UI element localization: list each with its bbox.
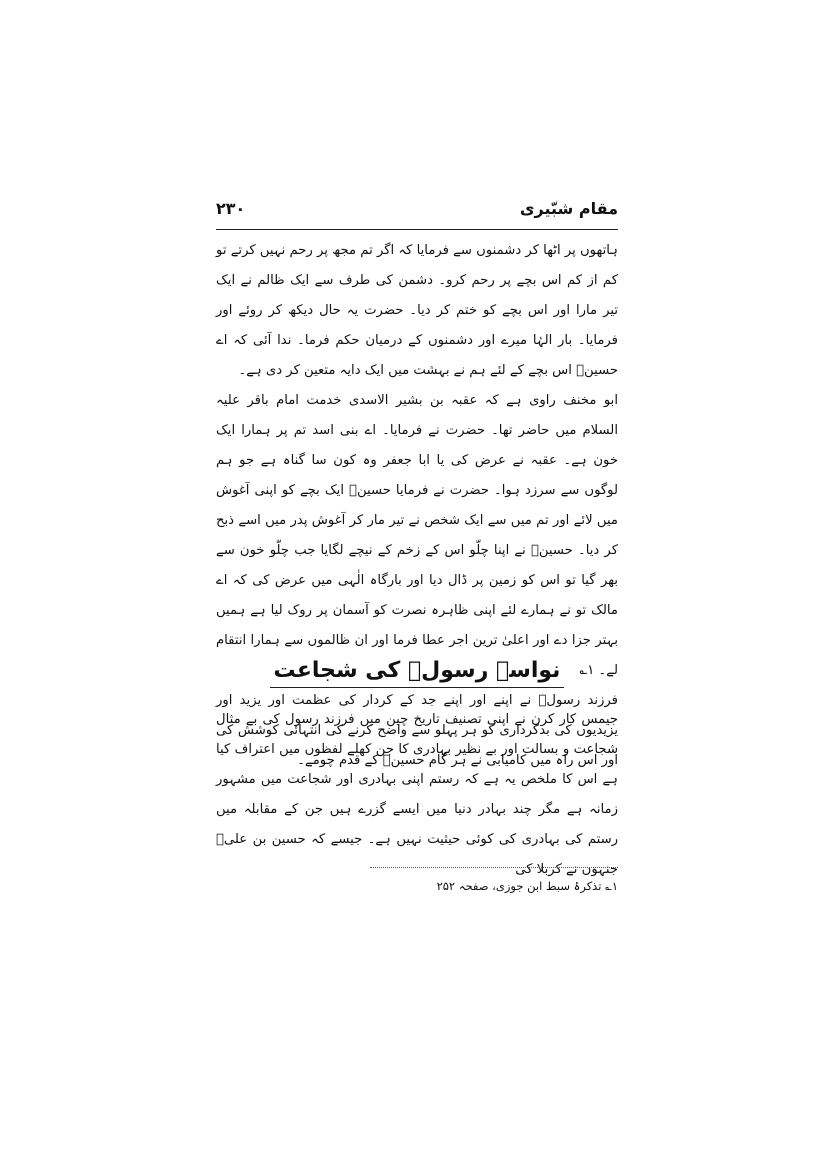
- section-heading-text: نواسۂ رسولؐ کی شجاعت: [270, 658, 565, 688]
- paragraph: ابو مخنف راوی ہے کہ عقبہ بن بشیر الاسدی خدمت امام باقر علیہ السلام میں حاضر تھا۔ حضرت نے فرمایا۔ اے بنی اسد تم پر ہمارا ایک خون ہے۔ عقبہ نے عرض کی یا ابا جعفر وہ کون سا گناہ ہے جو ہم لوگوں سے سرزد ہوا۔ حضرت نے فرمایا حسینؑ ایک بچے کو اپنی آغوش میں لائے اور تم میں سے ایک شخص نے تیر مار کر آغوش پدر میں اسے ذبح کر دیا۔ حسینؑ نے اپنا چلّو اس کے زخم کے نیچے لگایا جب چلّو خون سے بھر گیا تو اس کو زمین پر ڈال دیا اور بارگاہ الٰہی میں عرض کی کہ اے مالک تو نے ہمارے لئے اپنی ظاہرہ نصرت کو آسمان پر روک لیا ہے ہمیں بہتر جزا دے اور اعلیٰ ترین اجر عطا فرما اور ان ظالموں سے ہمارا انتقام لے۔ ۱؎: [216, 393, 618, 678]
- section-heading: [216, 658, 618, 688]
- main-text: [216, 236, 618, 776]
- paragraph: جیمس کار کرن نے اپنی تصنیف تاریخ چین میں فرزند رسول کی بے مثال شجاعت و بسالت اور بے نظیر بہادری کا جن کھلے لفظوں میں اعتراف کیا ہے اس کا ملخص یہ ہے کہ رستم اپنی بہادری اور شجاعت میں مشہور زمانہ ہے مگر چند بہادر دنیا میں ایسے گزرے ہیں جن کے مقابلہ میں رستم کی بہادری کی کوئی حیثیت نہیں ہے۔ جیسے کہ حسین بن علیؑ جنہوں نے کربلا کی: [216, 712, 618, 877]
- paragraph: فرزند رسولؐ نے اپنے اور اپنے جد کے کردار کی عظمت اور یزید اور یزیدیوں کی بدکرداری کو ہر پہلو سے واضح کرنے کی انتہائی کوشش کی اور اس راہ میں کامیابی نے ہر گام حسینؑ کے قدم چومے۔: [216, 693, 618, 768]
- running-title: مقام شبّیری: [519, 199, 618, 218]
- header-divider: [216, 229, 618, 230]
- page-number: ۲۳۰: [216, 199, 246, 218]
- section-text: [216, 705, 618, 885]
- footnote-divider: [370, 867, 618, 868]
- footnote: ۱؎ تذکرۂ سبط ابن جوزی، صفحہ ۲۵۲: [436, 879, 618, 893]
- paragraph: ہاتھوں پر اٹھا کر دشمنوں سے فرمایا کہ اگر تم مجھ پر رحم نہیں کرتے تو کم از کم اس بچے پر رحم کرو۔ دشمن کی طرف سے ایک ظالم نے ایک تیر مارا اور اس بچے کو ختم کر دیا۔ حضرت یہ حال دیکھ کر روئے اور فرمایا۔ بار الہٰا میرے اور دشمنوں کے درمیان حکم فرما۔ ندا آئی کہ اے حسینؑ اس بچے کے لئے ہم نے بہشت میں ایک دایہ متعین کر دی ہے۔: [216, 243, 618, 378]
- page-header: [216, 197, 618, 227]
